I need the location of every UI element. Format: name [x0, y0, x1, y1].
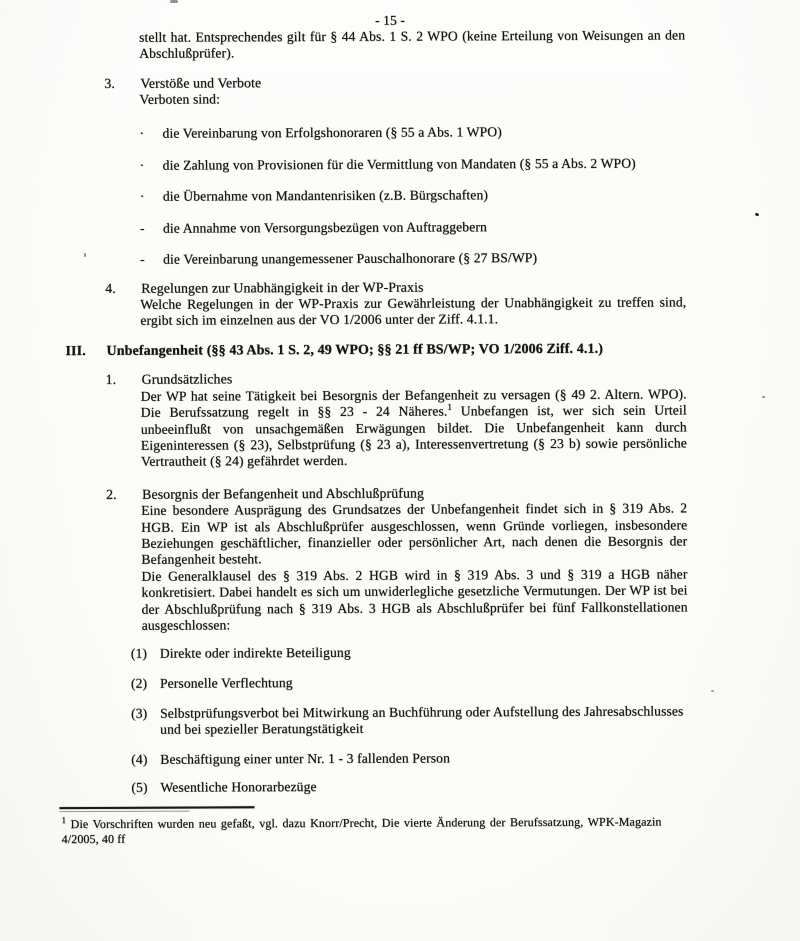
- page-number: - 15 -: [375, 12, 406, 28]
- scan-speck: [762, 396, 765, 398]
- sub-2-title: Besorgnis der Befangenheit und Abschlußprüfung: [142, 485, 425, 502]
- list-item: [139, 123, 687, 142]
- section-3-heading: [104, 73, 798, 92]
- intro-paragraph: stellt hat. Entsprechendes gilt für § 44 Abs. 1 S. 2 WPO (keine Erteilung von Weisungen an den Abschlußprüfer).: [139, 27, 686, 62]
- sub-1-paragraph: [141, 386, 687, 470]
- sub-2-heading: [106, 484, 800, 503]
- item-number: (1): [130, 646, 148, 662]
- footnote-separator-line: [59, 806, 254, 809]
- section-iii-heading: [65, 341, 799, 361]
- item-text: Personelle Verflechtung: [159, 675, 293, 691]
- prohibition-list: [0, 123, 799, 270]
- numbered-item: [131, 644, 687, 663]
- item-number: (4): [131, 751, 148, 767]
- scan-speck: [711, 690, 714, 692]
- item-text: Beschäftigung einer unter Nr. 1 - 3 fallenden Person: [160, 750, 451, 767]
- footnote-marker: 1: [61, 815, 67, 826]
- exclusion-list: [1, 643, 800, 797]
- section-4-number: 4.: [105, 280, 116, 296]
- list-item: [140, 155, 688, 174]
- footnote-separator-shadow: [59, 811, 189, 813]
- section-4-title: Regelungen zur Unabhängigkeit in der WP-Praxis: [141, 279, 424, 296]
- list-item-text: die Vereinbarung von Erfolgshonoraren (§ 55 a Abs. 1 WPO): [162, 123, 502, 141]
- item-number: (3): [131, 705, 148, 721]
- paragraph-segment: Der WP hat seine Tätigkeit bei Besorgnis der Befangenheit zu versagen (§ 49 2. Altern. WPO). Die Berufssatzung regelt in §§ 23 - 24 Näheres.: [140, 386, 687, 420]
- scan-speck: [170, 0, 178, 3]
- list-item-text: die Übernahme von Mandantenrisiken (z.B. Bürgschaften): [162, 187, 489, 205]
- section-4-heading: [105, 278, 799, 297]
- numbered-item: [131, 749, 687, 768]
- item-text: Direkte oder indirekte Beteiligung: [159, 645, 351, 662]
- bullet-marker: ·: [139, 125, 145, 141]
- sub-2-number: 2.: [106, 486, 117, 502]
- footnote-separator: [1, 804, 800, 815]
- sub-1-number: 1.: [105, 372, 117, 388]
- numbered-item: [131, 673, 687, 692]
- list-item: [140, 218, 688, 237]
- footnote-reference-mark: 1: [447, 401, 453, 413]
- numbered-item: [131, 703, 687, 739]
- list-item: [140, 250, 688, 269]
- section-iii-title: Unbefangenheit (§§ 43 Abs. 1 S. 2, 49 WPO; §§ 21 ff BS/WP; VO 1/2006 Ziff. 4.1.): [106, 341, 604, 359]
- item-number: (2): [130, 675, 148, 691]
- paragraph-segment: Unbefangen ist, wer sich sein Urteil unbeeinflußt von unsachgemäßen Erwägungen bildet. Die Unbefangenheit kann durch Eigeninteressen (§ 23), Selbstprüfung (§ 23 a), Interessenvertretung (§ 23 b) sowie persönliche Vertrautheit (§ 24) gefährdet werden.: [140, 402, 687, 470]
- footnote: [62, 814, 662, 848]
- prohibition-lead: Verboten sind:: [139, 91, 221, 108]
- list-item-text: die Zahlung von Provisionen für die Vermittlung von Mandaten (§ 55 a Abs. 2 WPO): [162, 155, 636, 173]
- bullet-marker: -: [139, 220, 145, 236]
- item-number: (5): [131, 780, 148, 796]
- bullet-marker: ·: [139, 157, 145, 173]
- sub-1-heading: [106, 369, 800, 388]
- bullet-marker: ·: [139, 189, 145, 205]
- sub-2-paragraph-1: Eine besondere Ausprägung des Grundsatzes der Unbefangenheit findet sich in § 319 Abs. 2 HGB. Ein WP ist als Abschlußprüfer ausgeschlossen, wenn Gründe vorliegen, insbesondere Beziehungen geschäftlicher, finanzieller oder persönlicher Art, nach denen die Besorgnis der Befangenheit besteht.: [141, 500, 688, 568]
- bullet-marker: -: [140, 252, 145, 268]
- section-3-title: Verstöße und Verbote: [140, 75, 262, 91]
- item-text: Wesentliche Honorarbezüge: [160, 779, 317, 796]
- list-item: [140, 187, 688, 206]
- sub-2-paragraph-2: Die Generalklausel des § 319 Abs. 2 HGB wird in § 319 Abs. 3 und § 319 a HGB näher konkretisiert. Dabei handelt es sich um unwiderlegliche gesetzliche Vermutungen. Der WP ist bei der Abschlußprüfung nach § 319 Abs. 3 HGB als Abschlußprüfer bei fünf Fallkonstellationen ausgeschlossen:: [141, 566, 688, 633]
- section-iii-number: III.: [65, 343, 86, 359]
- scan-speck: [84, 253, 86, 257]
- section-4-paragraph: Welche Regelungen in der WP-Praxis zur Gewährleistung der Unabhängigkeit zu treffen sind, ergibt sich im einzelnen aus der VO 1/2006 unter der Ziff. 4.1.1.: [140, 294, 687, 329]
- sub-1-title: Grundsätzliches: [141, 371, 233, 388]
- numbered-item: [131, 778, 687, 797]
- section-3-number: 3.: [104, 75, 115, 91]
- list-item-text: die Annahme von Versorgungsbezügen von Auftraggebern: [162, 219, 487, 236]
- item-text: Selbstprüfungsverbot bei Mitwirkung an Buchführung oder Aufstellung des Jahresabschlusses und bei spezieller Beratungstätigkeit: [160, 702, 684, 737]
- footnote-text: Die Vorschriften wurden neu gefaßt, vgl. dazu Knorr/Precht, Die vierte Änderung der Berufssatzung, WPK-Magazin 4/2005, 40 ff: [61, 814, 662, 847]
- list-item-text: die Vereinbarung unangemessener Pauschalhonorare (§ 27 BS/WP): [163, 250, 538, 267]
